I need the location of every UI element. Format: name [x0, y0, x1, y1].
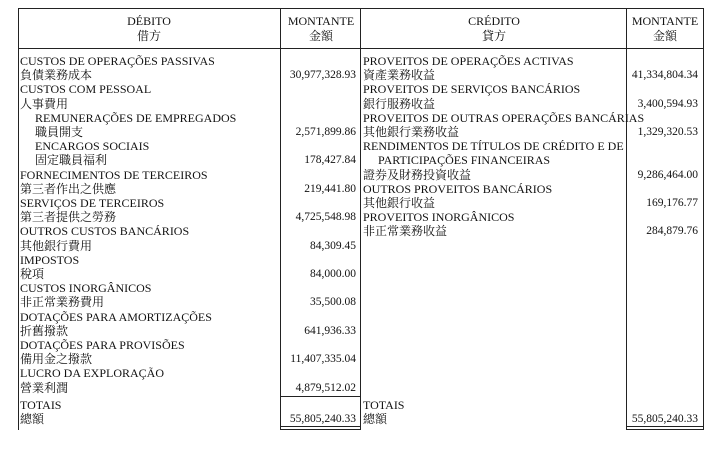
debit-entry-label: 折舊撥款: [20, 324, 69, 338]
debit-entry-label: ENCARGOS SOCIAIS: [35, 139, 150, 153]
credit-header-pt: CRÉDITO: [468, 14, 520, 28]
debit-entry-amount: 11,407,335.04: [290, 353, 356, 365]
credit-entry-amount: 1,329,320.53: [637, 126, 698, 138]
debit-entry-label: SERVIÇOS DE TERCEIROS: [20, 196, 165, 210]
debit-entry-label: 第三者作出之供應: [20, 182, 117, 196]
debit-entry-amount: 35,500.08: [310, 296, 356, 308]
credit-entry-label: PROVEITOS DE OUTRAS OPERAÇÕES BANCÁRIAS: [363, 111, 645, 125]
header-rule: [18, 48, 704, 49]
credit-total-amount: 55,805,240.33: [631, 413, 698, 425]
debit-total-rule-2: [280, 429, 360, 430]
debit-entry-label: 負債業務成本: [20, 68, 93, 82]
debit-subtotal-rule: [280, 396, 360, 397]
debit-amount-header-pt: MONTANTE: [287, 14, 355, 28]
debit-entry-label: IMPOSTOS: [20, 253, 80, 267]
debit-entry-label: 非正常業務費用: [20, 295, 105, 309]
debit-entry-label: FORNECIMENTOS DE TERCEIROS: [20, 168, 208, 182]
debit-entry-amount: 2,571,899.86: [295, 126, 356, 138]
credit-entry-label: PARTICIPAÇÕES FINANCEIRAS: [378, 153, 551, 167]
credit-entry-amount: 169,176.77: [646, 197, 698, 209]
debit-entry-amount: 178,427.84: [304, 154, 356, 166]
debit-amount-header: [282, 14, 360, 44]
credit-entry-amount: 41,334,804.34: [631, 69, 698, 81]
debit-entry-label: CUSTOS INORGÂNICOS: [20, 281, 152, 295]
credit-header: [362, 14, 626, 44]
debit-entry-label: REMUNERAÇÕES DE EMPREGADOS: [35, 111, 237, 125]
debit-entry-amount: 84,309.45: [310, 240, 356, 252]
debit-entry-label: 營業利潤: [20, 381, 69, 395]
credit-entry-label: 其他銀行業務收益: [363, 125, 460, 139]
debit-entry-label: 固定職員福利: [35, 153, 108, 167]
debit-amount-divider: [280, 8, 281, 430]
debit-entry-amount: 641,936.33: [304, 325, 356, 337]
credit-entry-label: RENDIMENTOS DE TÍTULOS DE CRÉDITO E DE: [363, 139, 624, 153]
credit-entry-amount: 284,879.76: [646, 225, 698, 237]
debit-entry-label: DOTAÇÕES PARA PROVISÕES: [20, 338, 185, 352]
credit-totals-label-zh: 總額: [363, 412, 388, 426]
credit-total-rule-1: [626, 426, 703, 427]
credit-amount-divider: [626, 8, 627, 430]
top-rule: [18, 8, 704, 9]
debit-entry-amount: 30,977,328.93: [289, 69, 356, 81]
debit-entry-label: OUTROS CUSTOS BANCÁRIOS: [20, 224, 190, 238]
debit-total-rule-1: [280, 426, 360, 427]
debit-header: [20, 14, 278, 44]
debit-entry-label: CUSTOS DE OPERAÇÕES PASSIVAS: [20, 54, 215, 68]
credit-amount-header-pt: MONTANTE: [631, 14, 699, 28]
credit-amount-header-zh: 金額: [652, 29, 677, 43]
credit-entry-label: 其他銀行收益: [363, 196, 436, 210]
debit-entry-amount: 84,000.00: [310, 268, 356, 280]
debit-header-zh: 借方: [136, 29, 161, 43]
debit-entry-amount: 4,725,548.98: [295, 211, 356, 223]
credit-entry-amount: 3,400,594.93: [637, 98, 698, 110]
debit-entry-amount: 4,879,512.02: [295, 382, 356, 394]
credit-entry-label: PROVEITOS INORGÂNICOS: [363, 210, 515, 224]
credit-entry-label: 銀行服務收益: [363, 97, 436, 111]
credit-header-zh: 貸方: [481, 29, 506, 43]
debit-totals-label-pt: TOTAIS: [20, 398, 62, 412]
right-border: [703, 8, 704, 430]
debit-entry-label: LUCRO DA EXPLORAÇÃO: [20, 366, 165, 380]
credit-entry-label: 資產業務收益: [363, 68, 436, 82]
center-divider: [360, 8, 361, 430]
debit-totals-label-zh: 總額: [20, 412, 45, 426]
debit-entry-label: 其他銀行費用: [20, 239, 93, 253]
debit-entry-label: 稅項: [20, 267, 45, 281]
debit-amount-header-zh: 金額: [308, 29, 333, 43]
debit-entry-label: 備用金之撥款: [20, 352, 93, 366]
credit-entry-amount: 9,286,464.00: [637, 169, 698, 181]
credit-entry-label: PROVEITOS DE SERVIÇOS BANCÁRIOS: [363, 82, 581, 96]
debit-entry-label: DOTAÇÕES PARA AMORTIZAÇÕES: [20, 310, 212, 324]
credit-entry-label: 證券及財務投資收益: [363, 168, 472, 182]
credit-entry-label: PROVEITOS DE OPERAÇÕES ACTIVAS: [363, 54, 574, 68]
credit-amount-header: [628, 14, 702, 44]
debit-entry-label: 人事費用: [20, 97, 69, 111]
debit-entry-label: 第三者提供之勞務: [20, 210, 117, 224]
debit-header-pt: DÉBITO: [127, 14, 171, 28]
debit-entry-amount: 219,441.80: [304, 183, 356, 195]
credit-entry-label: 非正常業務收益: [363, 224, 448, 238]
credit-entry-label: OUTROS PROVEITOS BANCÁRIOS: [363, 182, 553, 196]
debit-total-amount: 55,805,240.33: [289, 413, 356, 425]
credit-total-rule-2: [626, 429, 703, 430]
debit-entry-label: 職員開支: [35, 125, 84, 139]
credit-totals-label-pt: TOTAIS: [363, 398, 405, 412]
debit-entry-label: CUSTOS COM PESSOAL: [20, 82, 152, 96]
left-border: [18, 8, 19, 430]
